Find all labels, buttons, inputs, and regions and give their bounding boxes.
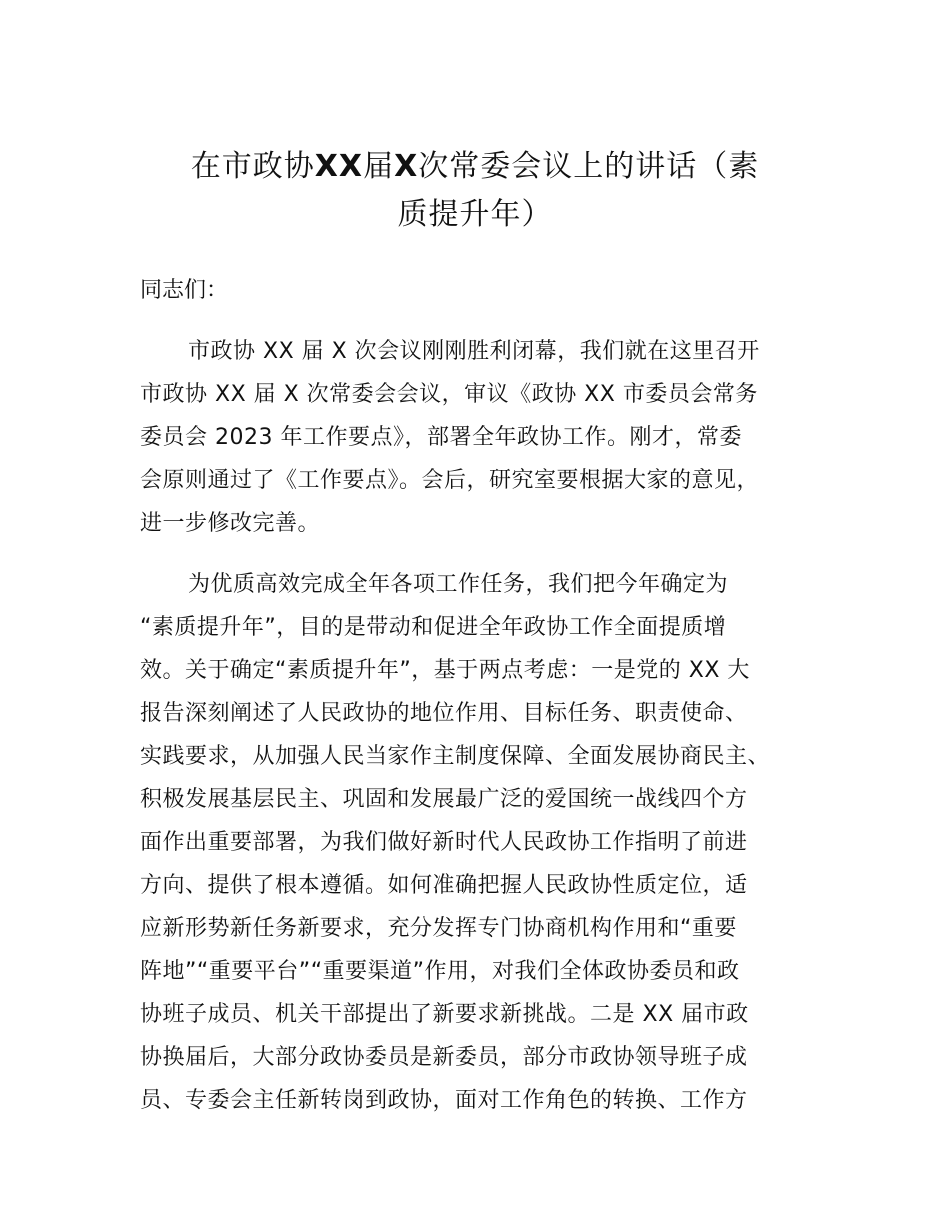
paragraph-line: 应新形势新任务新要求，充分发挥专门协商机构作用和“重要 — [140, 916, 737, 941]
document-title — [130, 143, 820, 239]
paragraph-line: 效。关于确定“素质提升年”，基于两点考虑：一是党的 XX 大 — [140, 658, 750, 683]
paragraph-line: 方向、提供了根本遵循。如何准确把握人民政协性质定位，适 — [140, 873, 748, 898]
title-line-2: 质提升年） — [397, 197, 553, 232]
title-line-1: 在市政协XX届X次常委会议上的讲话（素 — [190, 149, 760, 184]
paragraph-1 — [140, 330, 840, 545]
paragraph-line: 协换届后，大部分政协委员是新委员，部分市政协领导班子成 — [140, 1045, 748, 1070]
paragraph-line: 会原则通过了《工作要点》。会后，研究室要根据大家的意见， — [140, 468, 760, 493]
paragraph-line: 市政协 XX 届 X 次会议刚刚胜利闭幕，我们就在这里召开 — [188, 339, 760, 364]
paragraph-line: 市政协 XX 届 X 次常委会会议，审议《政协 XX 市委员会常务 — [140, 382, 758, 407]
paragraph-line: 实践要求，从加强人民当家作主制度保障、全面发展协商民主、 — [140, 744, 771, 769]
title-x: X — [394, 149, 419, 184]
paragraph-line: 协班子成员、机关干部提出了新要求新挑战。二是 XX 届市政 — [140, 1002, 749, 1027]
paragraph-line: “素质提升年”，目的是带动和促进全年政协工作全面提质增 — [140, 615, 727, 640]
paragraph-line: 委员会 2023 年工作要点》，部署全年政协工作。刚才，常委 — [140, 425, 742, 450]
paragraph-line: 员、专委会主任新转岗到政协，面对工作角色的转换、工作方 — [140, 1088, 748, 1113]
salutation: 同志们： — [140, 278, 229, 303]
title-xx: XX — [314, 149, 364, 184]
paragraph-2 — [140, 563, 840, 1122]
paragraph-line: 面作出重要部署，为我们做好新时代人民政协工作指明了前进 — [140, 830, 748, 855]
paragraph-line: 报告深刻阐述了人民政协的地位作用、目标任务、职责使命、 — [140, 701, 748, 726]
paragraph-line: 阵地”“重要平台”“重要渠道”作用，对我们全体政协委员和政 — [140, 959, 740, 984]
paragraph-line: 积极发展基层民主、巩固和发展最广泛的爱国统一战线四个方 — [140, 787, 748, 812]
paragraph-line: 为优质高效完成全年各项工作任务，我们把今年确定为 — [188, 572, 729, 597]
paragraph-line: 进一步修改完善。 — [140, 511, 321, 536]
